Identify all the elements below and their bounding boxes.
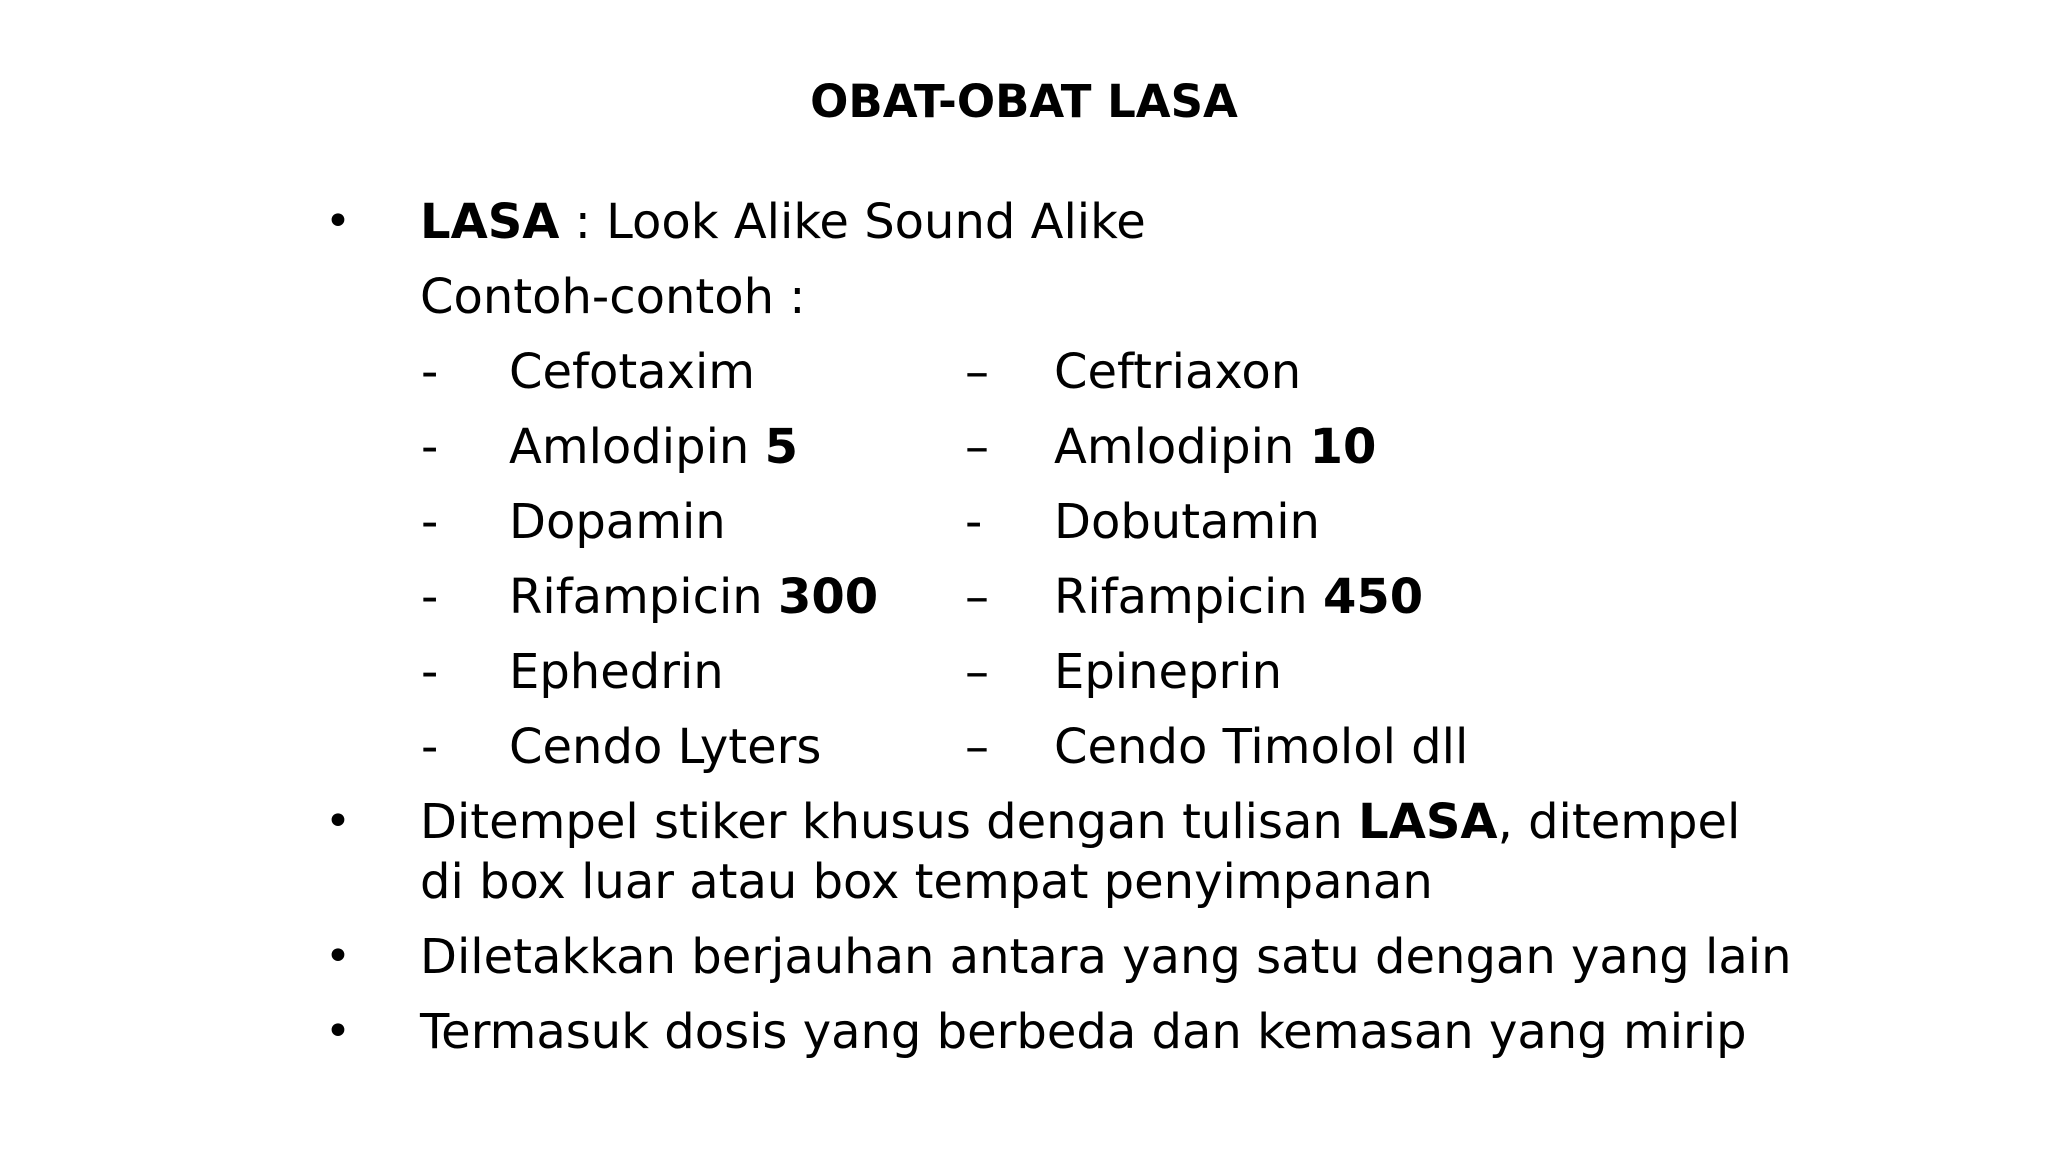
bullet-marker: •	[325, 1006, 351, 1057]
pair-left-dash: -	[421, 419, 439, 475]
lasa-term: LASA	[420, 194, 560, 250]
pair-left-drug: Amlodipin 5	[509, 419, 798, 475]
bullet-marker: •	[325, 931, 351, 982]
pair-right-drug: Rifampicin 450	[1054, 569, 1424, 625]
pair-left-drug: Cendo Lyters	[509, 719, 822, 775]
lasa-term: LASA	[1358, 794, 1498, 850]
pair-right-dash: –	[965, 644, 989, 700]
pair-right-drug: Ceftriaxon	[1054, 344, 1302, 400]
lasa-definition: Look Alike Sound Alike	[606, 194, 1146, 250]
pair-right-drug: Dobutamin	[1054, 494, 1320, 550]
sticker-line-2: di box luar atau box tempat penyimpanan	[420, 854, 1433, 910]
slide-title: OBAT-OBAT LASA	[810, 75, 1238, 128]
pair-left-dash: -	[421, 494, 439, 550]
lasa-definition-line	[420, 192, 1146, 252]
pair-left-drug: Cefotaxim	[509, 344, 756, 400]
pair-left-drug: Rifampicin 300	[509, 569, 879, 625]
sticker-line-1: Ditempel stiker khusus dengan tulisan LASA, ditempel	[420, 794, 1741, 850]
pair-right-dash: –	[965, 344, 989, 400]
pair-right-drug: Epineprin	[1054, 644, 1283, 700]
pair-right-dash: –	[965, 569, 989, 625]
pair-right-dash: –	[965, 419, 989, 475]
pair-left-dash: -	[421, 644, 439, 700]
pair-right-dash: -	[965, 494, 983, 550]
pair-right-drug: Amlodipin 10	[1054, 419, 1377, 475]
pair-left-drug: Dopamin	[509, 494, 726, 550]
examples-label: Contoh-contoh :	[420, 269, 806, 325]
pair-right-dash: –	[965, 719, 989, 775]
dosage-line: Termasuk dosis yang berbeda dan kemasan yang mirip	[420, 1004, 1747, 1060]
bullet-marker: •	[325, 796, 351, 847]
pair-right-drug: Cendo Timolol dll	[1054, 719, 1469, 775]
lasa-separator: :	[559, 194, 607, 250]
pair-left-dash: -	[421, 719, 439, 775]
pair-left-dash: -	[421, 569, 439, 625]
pair-left-drug: Ephedrin	[509, 644, 724, 700]
placement-line: Diletakkan berjauhan antara yang satu dengan yang lain	[420, 929, 1792, 985]
pair-left-dash: -	[421, 344, 439, 400]
bullet-marker: •	[325, 196, 351, 247]
